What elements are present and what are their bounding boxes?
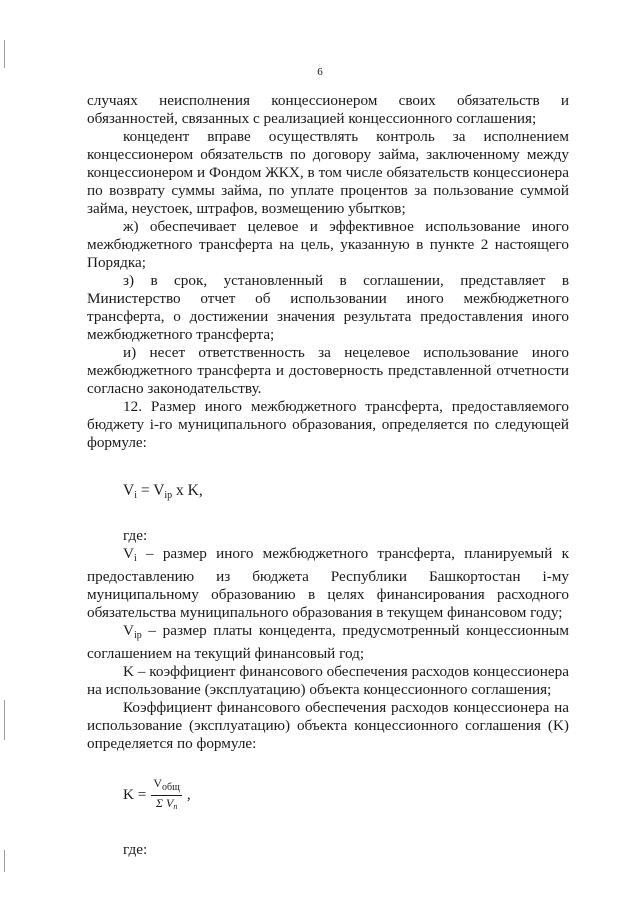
definition-k: K – коэффициент финансового обеспечения расходов концессионера на использование (эксплуатацию) объекта концессионного соглашения; [87,663,569,698]
where-label-2: где: [123,841,148,858]
margin-mark [4,850,5,872]
where-label: где: [123,527,148,544]
definition-vi: $V_i$ – размер иного межбюджетного трансферта, планируемый к предоставлению из бюджета Республики Башкортостан i-му муниципальному образованию в целях финансирования расходного обязательства муниципального образования в текущем финансовом году; [87,545,569,621]
paragraph-item-zh: ж) обеспечивает целевое и эффективное использование иного межбюджетного трансферта на цель, указанную в пункте 2 настоящего Порядка; [87,218,569,271]
formula-k: K = $\frac{V_{общ}}{\Sigma V_n}$ , [123,776,191,811]
definition-vip: $V_{ip}$ – размер платы концедента, предусмотренный концессионным соглашением на текущий финансовый год; [87,622,569,662]
margin-mark [4,700,5,740]
fraction: $\frac{V_{общ}}{\Sigma V_n}$ [153,776,180,811]
paragraph-concedent-control: концедент вправе осуществлять контроль за исполнением концессионером обязательств по договору займа, заключенному между концессионером и Фондом ЖКХ, в том числе обязательств концессионера по возврату суммы займа, по уплате процентов за пользование суммой займа, неустоек, штрафов, возмещению убытков; [87,128,569,217]
paragraph-12: 12. Размер иного межбюджетного трансферта, предоставляемого бюджету i-го муниципального образования, определяется по следующей формуле: [87,398,569,451]
paragraph-cases: случаях неисполнения концессионером своих обязательств и обязанностей, связанных с реализацией концессионного соглашения; [87,92,569,127]
margin-mark [4,40,5,68]
document-body [87,92,569,859]
paragraph-item-z: з) в срок, установленный в соглашении, представляет в Министерство отчет об использовании иного межбюджетного трансферта, о достижении значения результата предоставления иного межбюджетного трансферта; [87,272,569,343]
page-number: 6 [317,66,323,78]
formula-vi: $V_i = V_{ip}$ x K, [123,482,203,501]
paragraph-item-i: и) несет ответственность за нецелевое использование иного межбюджетного трансферта и достоверность представленной отчетности согласно законодательству. [87,344,569,397]
paragraph-coefficient: Коэффициент финансового обеспечения расходов концессионера на использование (эксплуатацию) объекта концессионного соглашения (K) определяется по формуле: [87,699,569,752]
